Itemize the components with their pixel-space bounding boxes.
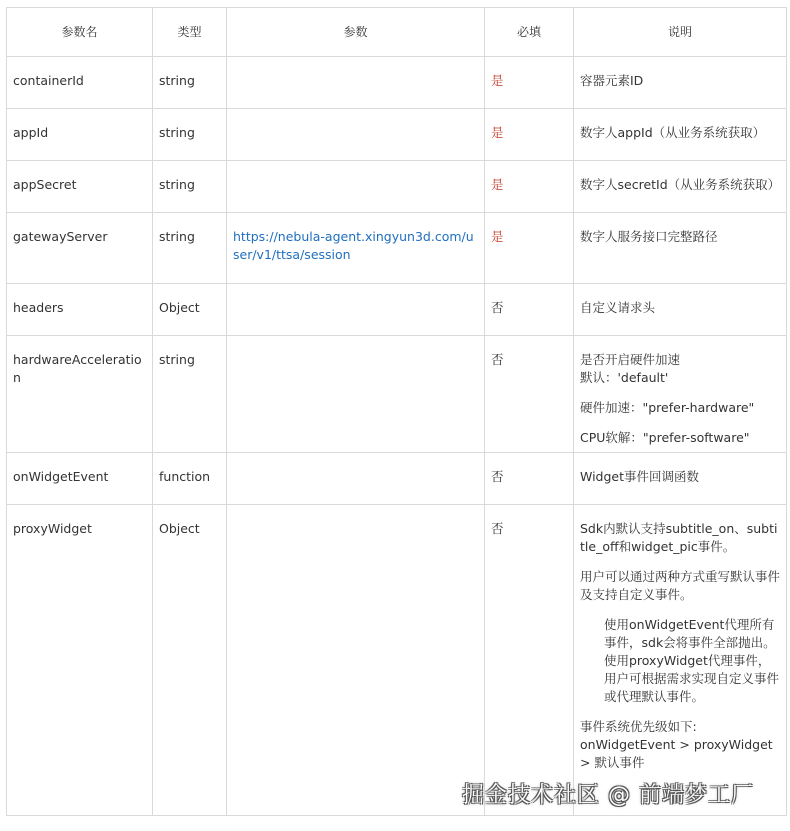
cell-required: 是 xyxy=(485,213,574,284)
cell-name: hardwareAcceleration xyxy=(7,336,153,453)
params-table xyxy=(6,7,787,816)
watermark-text: 掘金技术社区 @ 前端梦工厂 xyxy=(462,783,754,808)
table-row xyxy=(7,213,787,284)
cell-required: 否 xyxy=(485,336,574,453)
desc-subitem: 使用onWidgetEvent代理所有事件，sdk会将事件全部抛出。 xyxy=(604,617,776,650)
header-description: 说明 xyxy=(574,8,787,57)
cell-param xyxy=(227,57,485,109)
cell-type: string xyxy=(153,109,227,161)
cell-name: proxyWidget xyxy=(7,505,153,816)
cell-description: 自定义请求头 xyxy=(574,284,787,336)
cell-type: string xyxy=(153,213,227,284)
cell-name: headers xyxy=(7,284,153,336)
cell-param xyxy=(227,505,485,816)
table-row xyxy=(7,336,787,453)
table-row xyxy=(7,161,787,213)
cell-name: onWidgetEvent xyxy=(7,453,153,505)
desc-line: Sdk内默认支持subtitle_on、subtitle_off和widget_pic事件。 xyxy=(580,521,778,554)
header-param: 参数 xyxy=(227,8,485,57)
cell-name: containerId xyxy=(7,57,153,109)
cell-param xyxy=(227,284,485,336)
cell-param xyxy=(227,336,485,453)
table-row xyxy=(7,505,787,816)
cell-description: 数字人服务接口完整路径 xyxy=(574,213,787,284)
cell-name: gatewayServer xyxy=(7,213,153,284)
cell-type: Object xyxy=(153,284,227,336)
cell-required: 是 xyxy=(485,109,574,161)
desc-line: 默认：'default' xyxy=(580,370,669,385)
cell-description: Widget事件回调函数 xyxy=(574,453,787,505)
table-row xyxy=(7,453,787,505)
desc-line: 用户可以通过两种方式重写默认事件及支持自定义事件。 xyxy=(580,569,781,602)
desc-line: 硬件加速："prefer-hardware" xyxy=(580,400,755,415)
cell-param xyxy=(227,453,485,505)
cell-required: 否 xyxy=(485,453,574,505)
cell-type: string xyxy=(153,161,227,213)
cell-required: 是 xyxy=(485,57,574,109)
cell-required: 是 xyxy=(485,161,574,213)
desc-sublist xyxy=(604,616,780,706)
desc-line: onWidgetEvent > proxyWidget > 默认事件 xyxy=(580,737,773,770)
desc-line: CPU软解："prefer-software" xyxy=(580,430,750,445)
cell-param xyxy=(227,109,485,161)
header-required: 必填 xyxy=(485,8,574,57)
cell-description: 数字人secretId（从业务系统获取） xyxy=(574,161,787,213)
header-type: 类型 xyxy=(153,8,227,57)
gateway-url-link[interactable]: https://nebula-agent.xingyun3d.com/user/v1/ttsa/session xyxy=(227,213,485,284)
cell-name: appSecret xyxy=(7,161,153,213)
desc-line: 是否开启硬件加速 xyxy=(580,352,681,367)
desc-subitem: 使用proxyWidget代理事件，用户可根据需求实现自定义事件或代理默认事件。 xyxy=(604,653,780,704)
table-header-row xyxy=(7,8,787,57)
header-name: 参数名 xyxy=(7,8,153,57)
cell-type: string xyxy=(153,336,227,453)
cell-type: string xyxy=(153,57,227,109)
cell-name: appId xyxy=(7,109,153,161)
cell-description: 数字人appId（从业务系统获取） xyxy=(574,109,787,161)
cell-type: function xyxy=(153,453,227,505)
table-row xyxy=(7,109,787,161)
cell-description xyxy=(574,336,787,453)
cell-required: 否 xyxy=(485,284,574,336)
cell-required: 否 xyxy=(485,505,574,816)
table-row xyxy=(7,57,787,109)
cell-param xyxy=(227,161,485,213)
cell-description: 容器元素ID xyxy=(574,57,787,109)
cell-description xyxy=(574,505,787,816)
desc-line: 事件系统优先级如下: xyxy=(580,719,697,734)
cell-type: Object xyxy=(153,505,227,816)
table-row xyxy=(7,284,787,336)
